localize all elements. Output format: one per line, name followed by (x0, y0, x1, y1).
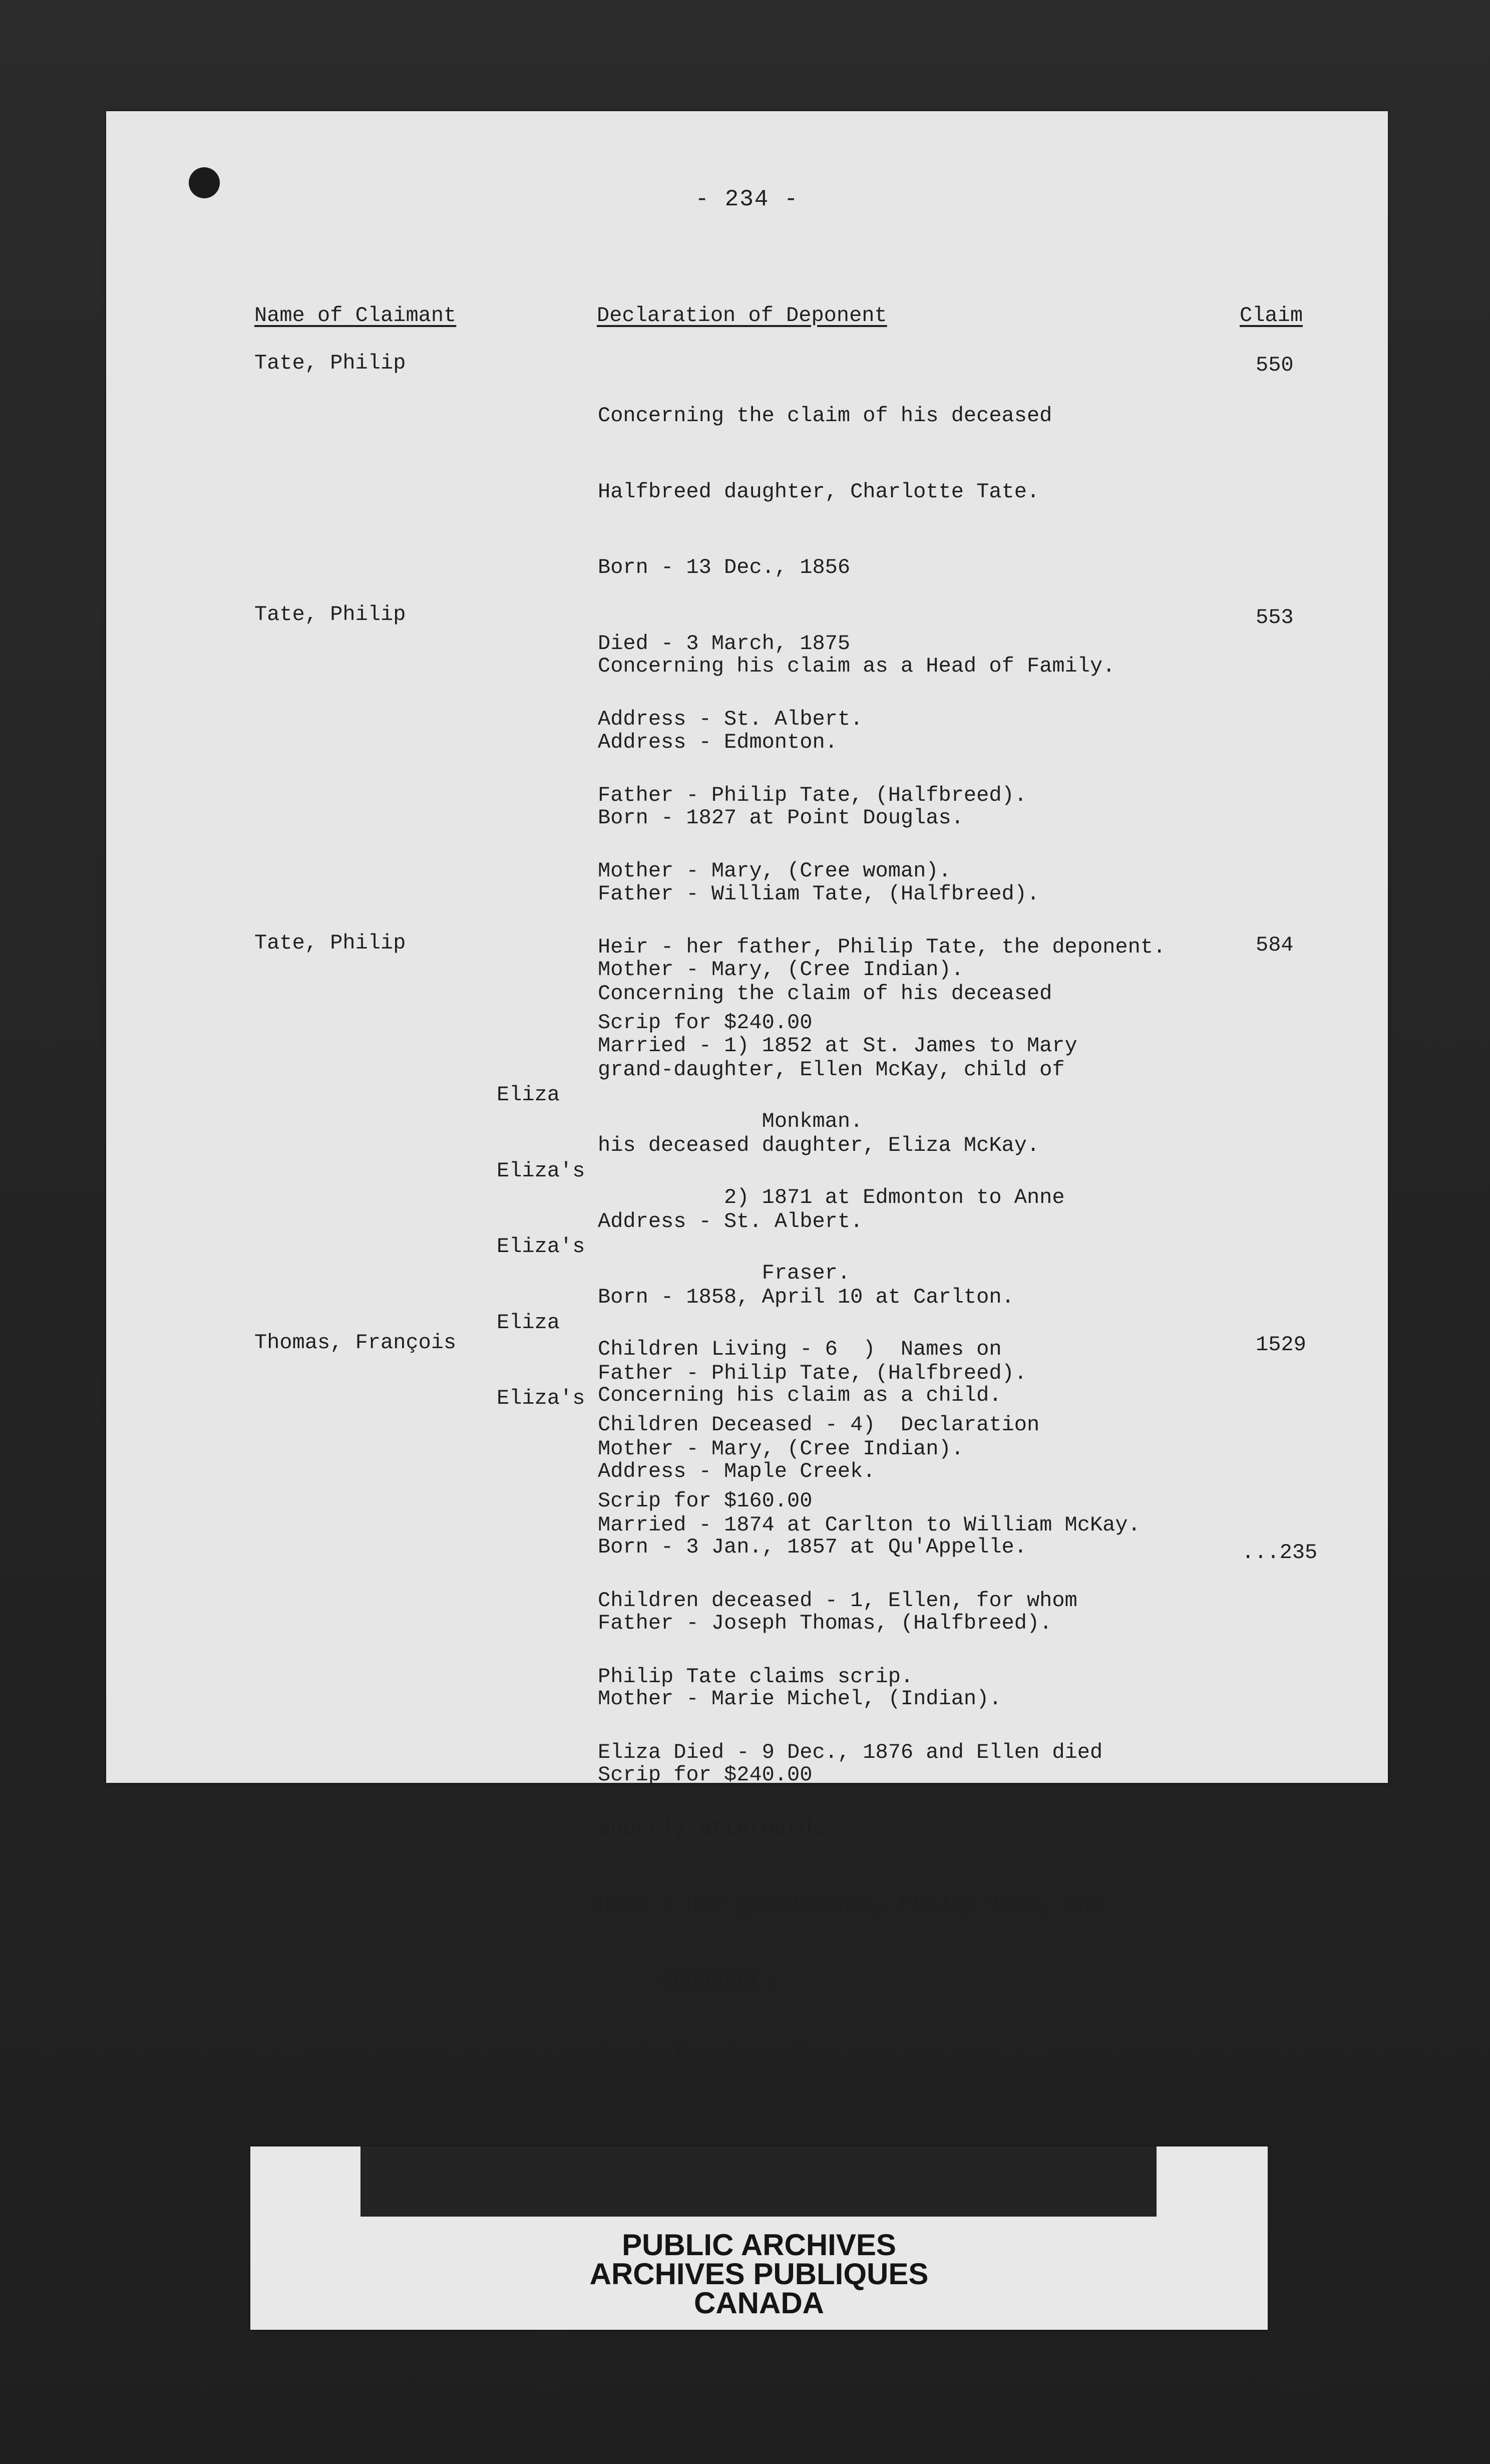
declaration-line: Died - 3 March, 1875 (598, 631, 851, 656)
header-claim: Claim (1240, 303, 1303, 328)
claim-number: 584 (1256, 933, 1294, 957)
declaration-line: Address - Maple Creek. (598, 1459, 876, 1483)
archive-label (250, 2228, 1268, 2320)
declaration-line: Father - Philip Tate, (Halfbreed). (598, 1361, 1027, 1385)
next-page-marker: ...235 (1242, 1541, 1318, 1565)
declaration-line: 2) 1871 at Edmonton to Anne (598, 1185, 1065, 1209)
declaration-block (598, 1332, 1052, 1838)
declaration-line: Born - 1858, April 10 at Carlton. (598, 1285, 1014, 1309)
card-notch (360, 2146, 1157, 2217)
claimant-name: Thomas, François (254, 1331, 457, 1355)
archive-line-french: ARCHIVES PUBLIQUES (589, 2257, 929, 2291)
claimant-name: Tate, Philip (254, 931, 406, 955)
declaration-line: Born - 1827 at Point Douglas. (598, 806, 964, 830)
declaration-line: Mother - Mary, (Cree Indian). (598, 1437, 964, 1461)
declaration-line: Mother - Marie Michel, (Indian). (598, 1687, 1002, 1711)
declaration-line: Fraser. (598, 1261, 851, 1285)
declaration-line: Concerning his claim as a child. (598, 1383, 1002, 1407)
declaration-line: Scrip for $160.00 (598, 1488, 813, 1513)
declaration-line: deponent. (598, 1968, 775, 1992)
archive-line-country: CANADA (694, 2286, 824, 2320)
declaration-line: Scrip for $240.00 (598, 2044, 813, 2068)
declaration-line: Married - 1) 1852 at St. James to Mary (598, 1033, 1077, 1058)
declaration-line: Address - St. Albert. (598, 1209, 863, 1234)
declaration-line: Scrip for $240.00 (598, 1011, 813, 1035)
declaration-line: Born - 3 Jan., 1857 at Qu'Appelle. (598, 1535, 1027, 1559)
archive-line-english: PUBLIC ARCHIVES (622, 2228, 896, 2262)
declaration-line: Heir - her father, Philip Tate, the deponent. (598, 935, 1166, 959)
declaration-line: Married - 1874 at Carlton to William McKay. (598, 1512, 1141, 1537)
claim-number: 553 (1256, 605, 1294, 630)
declaration-line: shortly afterwards. (598, 1816, 838, 1840)
declaration-line: Eliza Died - 9 Dec., 1876 and Ellen died (598, 1740, 1103, 1764)
claimant-name: Tate, Philip (254, 602, 406, 627)
declaration-line: Monkman. (598, 1109, 863, 1133)
declaration-line: Concerning the claim of his deceased (598, 404, 1052, 428)
side-label: Eliza (497, 1083, 560, 1107)
declaration-line: Mother - Mary, (Cree Indian). (598, 958, 964, 982)
declaration-line: Father - Joseph Thomas, (Halfbreed). (598, 1611, 1052, 1635)
declaration-line: Halfbreed daughter, Charlotte Tate. (598, 479, 1040, 504)
side-label: Eliza (497, 1310, 560, 1335)
claim-number: 550 (1256, 353, 1294, 377)
declaration-line: Address - Edmonton. (598, 730, 838, 754)
declaration-line: his deceased daughter, Eliza McKay. (598, 1133, 1040, 1157)
declaration-line: Philip Tate claims scrip. (598, 1664, 914, 1689)
header-declaration: Declaration of Deponent (597, 303, 887, 328)
declaration-line: Mother - Mary, (Cree woman). (598, 859, 951, 883)
claimant-name: Tate, Philip (254, 351, 406, 375)
declaration-line: Address - St. Albert. (598, 707, 863, 731)
side-label: Eliza's (497, 1235, 585, 1259)
declaration-line: Father - William Tate, (Halfbreed). (598, 881, 1040, 906)
document-page (106, 111, 1388, 2068)
declaration-line: Born - 13 Dec., 1856 (598, 555, 851, 579)
declaration-line: Father - Philip Tate, (Halfbreed). (598, 783, 1027, 807)
declaration-line: Children deceased - 1, Ellen, for whom (598, 1589, 1077, 1613)
declaration-line: Concerning the claim of his deceased (598, 982, 1052, 1006)
declaration-line: grand-daughter, Ellen McKay, child of (598, 1057, 1065, 1082)
declaration-line: Children Deceased - 4) Declaration (598, 1413, 1040, 1437)
claim-number: 1529 (1256, 1333, 1306, 1357)
page-number: - 234 - (695, 186, 799, 212)
side-label: Eliza's (497, 1386, 585, 1410)
declaration-line: Heir - her grandfather, Philip Tate, the (598, 1892, 1103, 1916)
declaration-line: Children Living - 6 ) Names on (598, 1337, 1002, 1361)
declaration-line: Concerning his claim as a Head of Family. (598, 654, 1115, 678)
archive-card (250, 2146, 1268, 2330)
side-labels (497, 1032, 585, 1462)
header-claimant: Name of Claimant (254, 303, 457, 328)
side-label: Eliza's (497, 1158, 585, 1183)
declaration-line: Scrip for $240.00 (598, 1762, 813, 1787)
